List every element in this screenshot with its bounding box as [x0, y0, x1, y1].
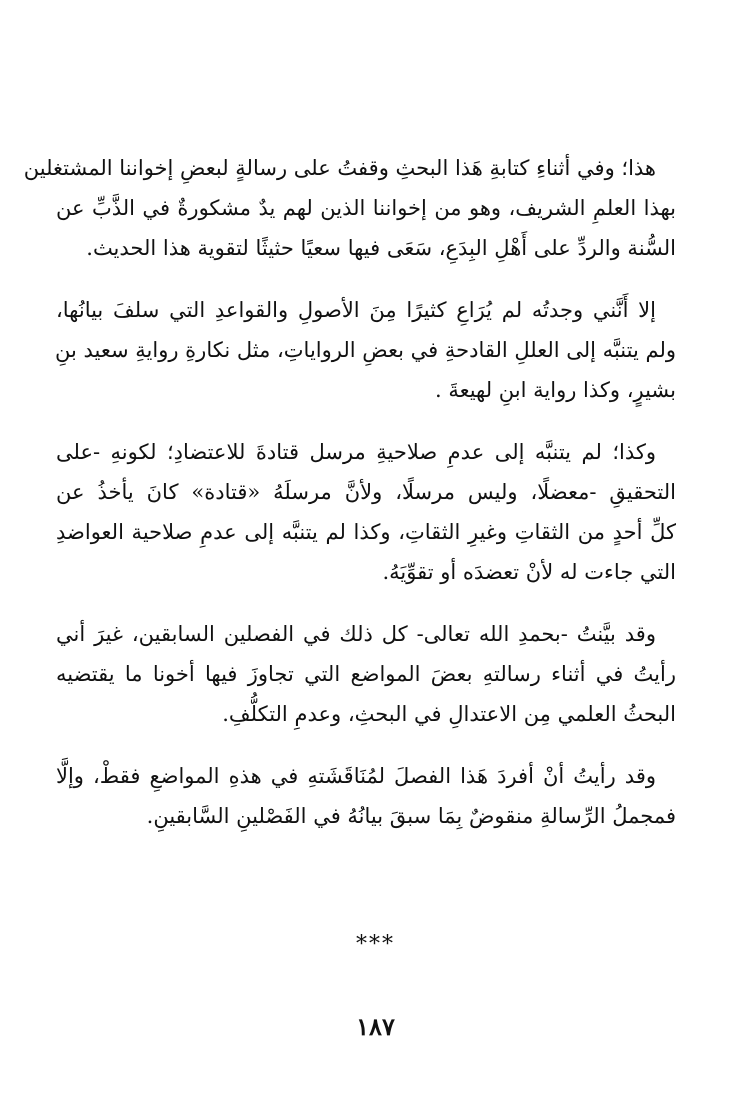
- text-line: وقد بيَّنتُ -بحمدِ الله تعالى- كل ذلك في الفصلين السابقين، غيرَ أني: [56, 622, 656, 646]
- paragraph-1: [23, 148, 700, 268]
- paragraph-4: [56, 614, 700, 734]
- text-line: وقد رأيتُ أنْ أفردَ هَذا الفصلَ لمُنَاقَشَتهِ في هذهِ المواضعِ فقطْ، وإلَّا: [56, 764, 656, 788]
- text-line: بهذا العلمِ الشريف، وهو من إخواننا الذين لهم يدٌ مشكورةٌ في الذَّبِّ عن: [56, 196, 676, 220]
- text-line: كلِّ أحدٍ من الثقاتِ وغيرِ الثقاتِ، وكذا لم يتنبَّه إلى عدمِ صلاحية العواضدِ: [56, 520, 676, 544]
- page-number: ١٨٧: [356, 1012, 395, 1041]
- text-line: بشيرٍ، وكذا رواية ابنِ لهيعةَ .: [434, 378, 676, 402]
- text-line: رأيتُ في أثناء رسالتهِ بعضَ المواضع التي تجاوزَ فيها أخونا ما يقتضيه: [56, 662, 676, 686]
- text-line: هذا؛ وفي أثناءِ كتابةِ هَذا البحثِ وقفتُ على رسالةٍ لبعضِ إخواننا المشتغلين: [23, 156, 656, 180]
- section-separator: ***: [356, 932, 395, 957]
- paragraph-5: [56, 756, 700, 836]
- page-body: [23, 148, 700, 858]
- text-line: فمجملُ الرِّسالةِ منقوضٌ بِمَا سبقَ بيانُهُ في الفَصْلينِ السَّابقينِ.: [146, 804, 676, 828]
- paragraph-2: [56, 290, 700, 410]
- text-line: ولم يتنبَّه إلى العللِ القادحةِ في بعضِ الرواياتِ، مثل نكارةِ روايةِ سعيد بنِ: [55, 338, 676, 362]
- text-line: وكذا؛ لم يتنبَّه إلى عدمِ صلاحيةِ مرسل قتادةَ للاعتضادِ؛ لكونهِ -على: [56, 440, 656, 464]
- text-line: البحثُ العلمي مِن الاعتدالِ في البحثِ، وعدمِ التكلُّفِ.: [222, 702, 676, 726]
- text-line: التحقيقِ -معضلًا، وليس مرسلًا، ولأنَّ مرسلَهُ «قتادة» كانَ يأخذُ عن: [56, 480, 676, 504]
- text-line: إلا أَنَّني وجدتُه لم يُرَاعِ كثيرًا مِنَ الأصولِ والقواعدِ التي سلفَ بيانُها،: [56, 298, 656, 322]
- text-line: التي جاءت له لأنْ تعضدَه أو تقوِّيَهُ.: [382, 560, 676, 584]
- text-line: السُّنة والردِّ على أَهْلِ البِدَعِ، سَعَى فيها سعيًا حثيثًا لتقوية هذا الحديث.: [86, 236, 676, 260]
- paragraph-3: [56, 432, 700, 592]
